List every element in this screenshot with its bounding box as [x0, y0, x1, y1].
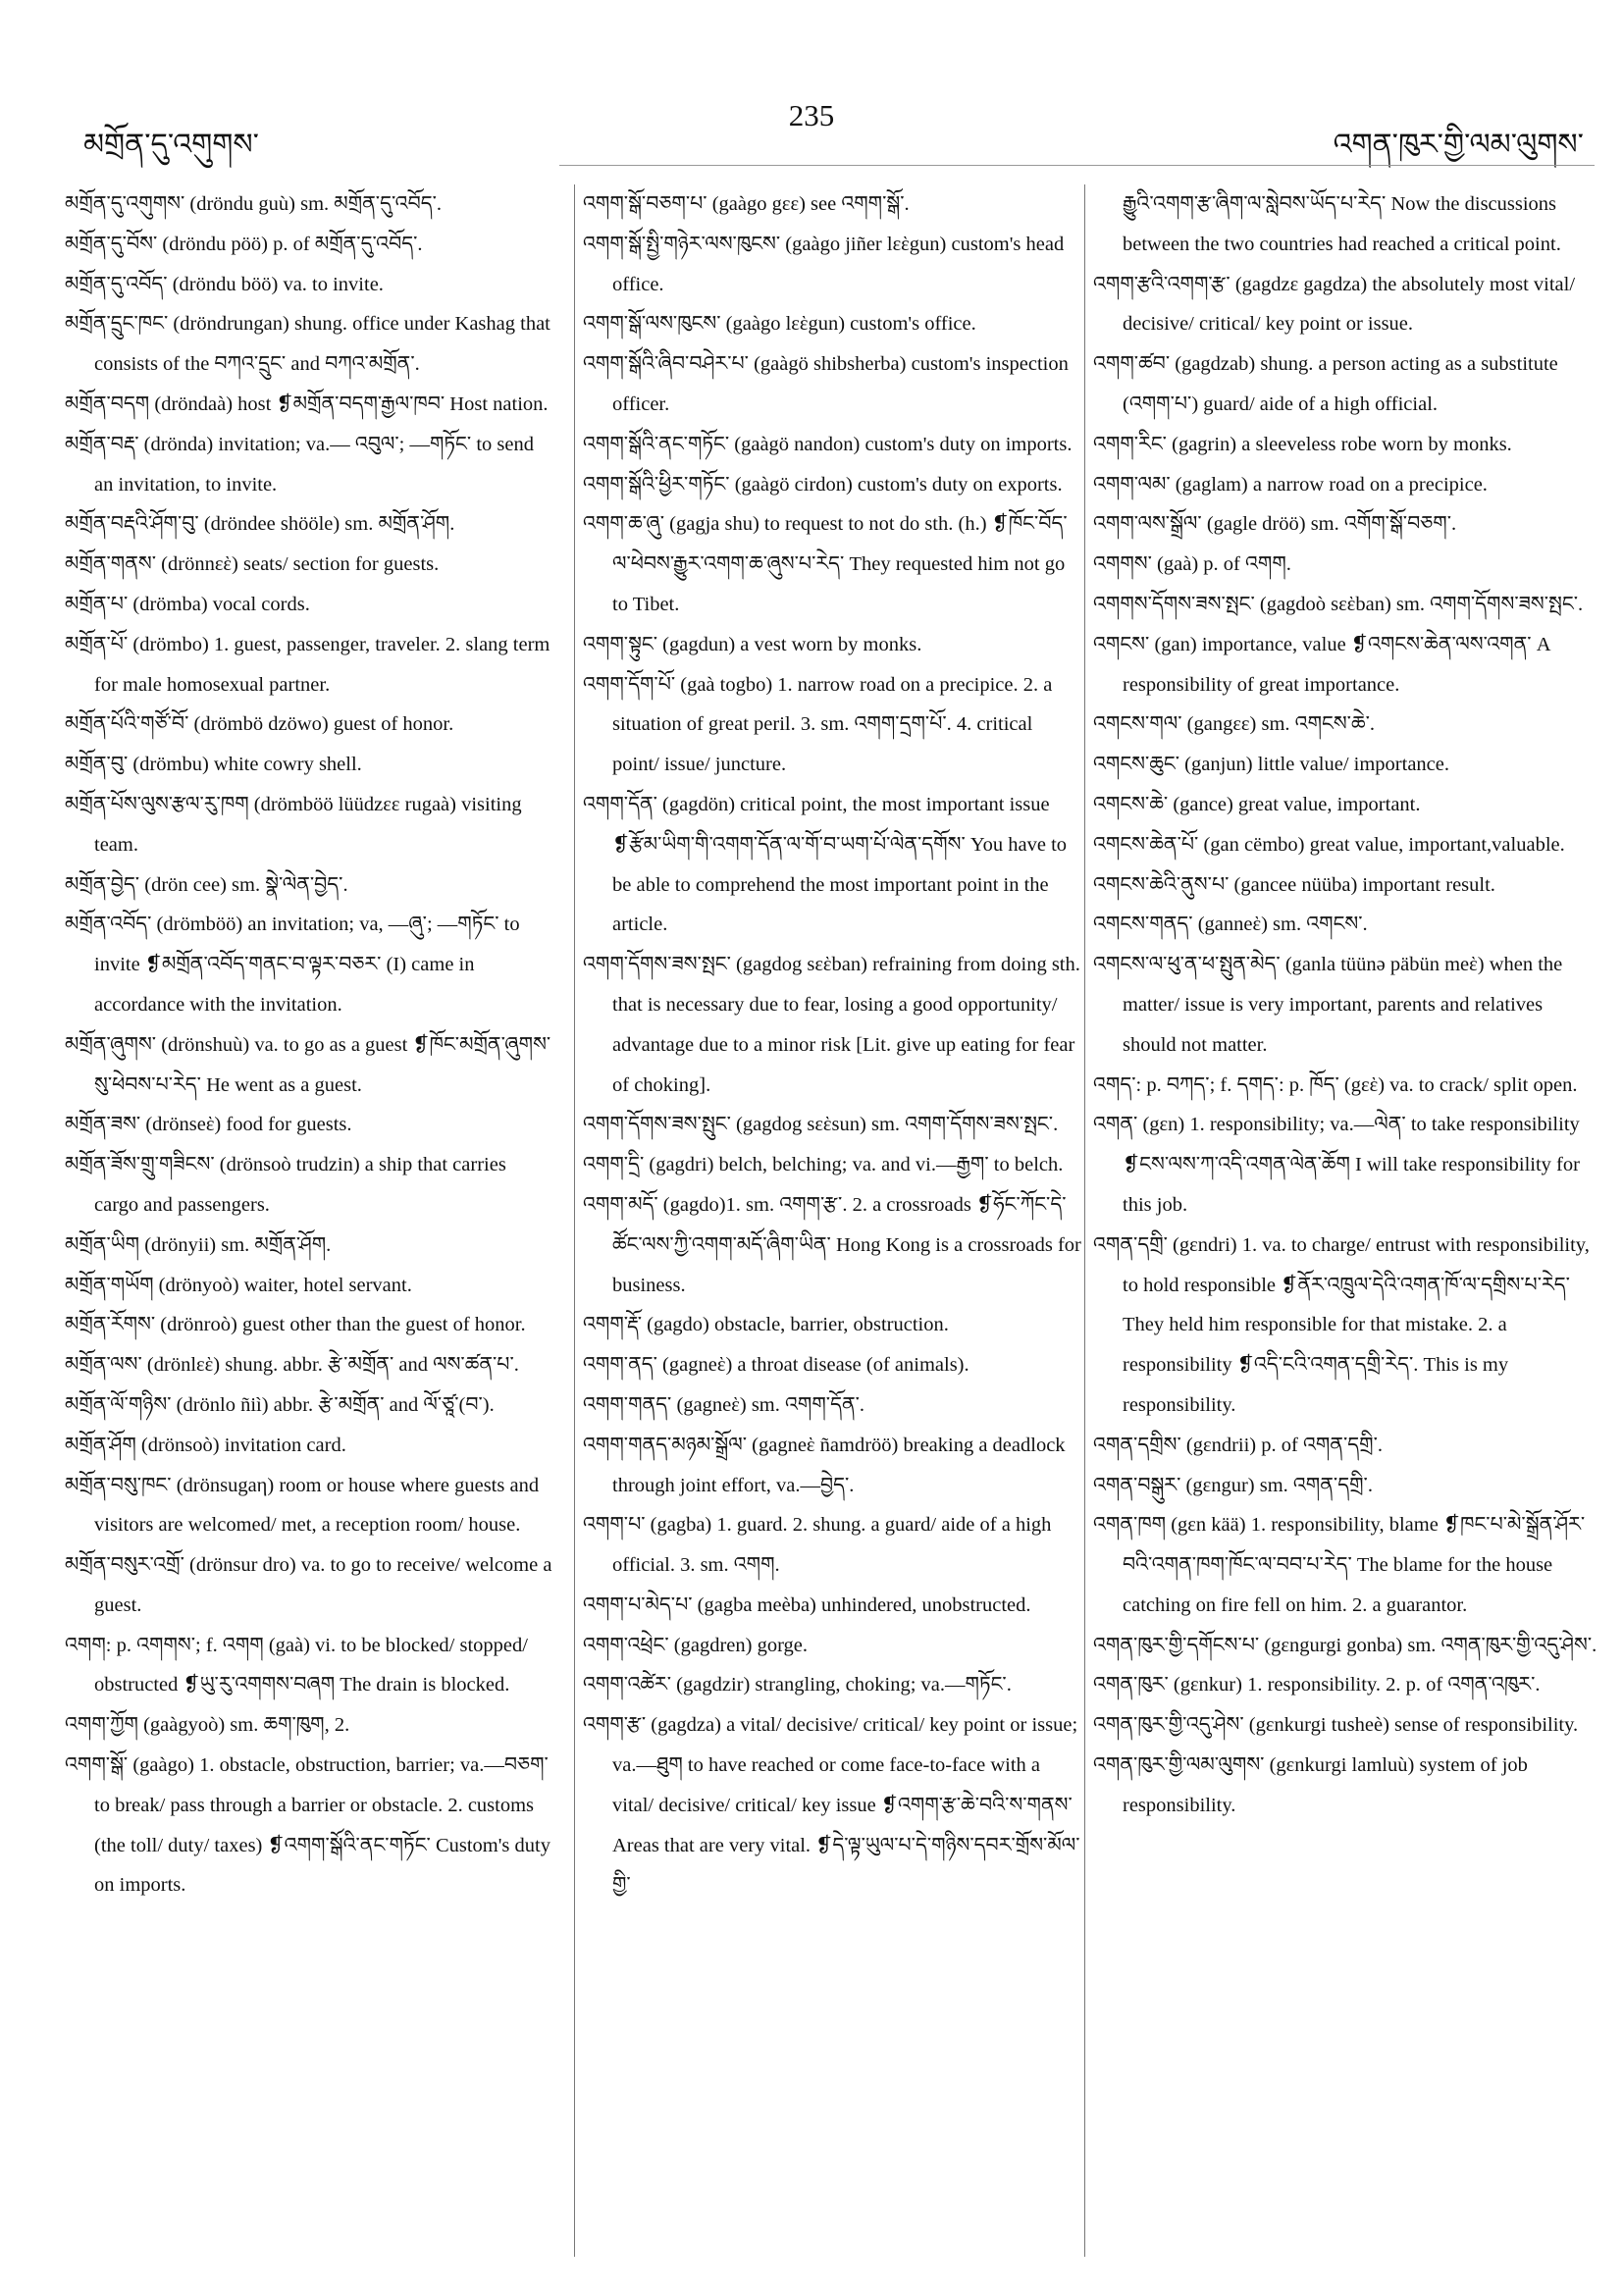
dictionary-entry: མགྲོན་གཡོག (drönyoò) waiter, hotel servant.: [65, 1274, 412, 1296]
dictionary-entry: མགྲོན་ཟོས་གྲུ་གཟིངས་ (drönsoò trudzin) a ship that carries cargo and passengers.: [65, 1154, 506, 1216]
dictionary-entry: མགྲོན་བརྡ་ (drönda) invitation; va.— འབུལ་; —གཏོང་ to send an invitation, to invite.: [65, 433, 534, 496]
dictionary-entry: འགངས་ཆེའི་ནུས་པ་ (gancee nüüba) important result.: [1093, 873, 1495, 896]
dictionary-entry: འགགས་དོགས་ཟས་སྤང་ (gagdoò sεὲban) sm. འགག་དོགས་ཟས་སྤང་.: [1093, 593, 1584, 615]
dictionary-entry: འགག་པ་མེད་པ་ (gagba meèba) unhindered, unobstructed.: [583, 1593, 1031, 1616]
dictionary-entry: མགྲོན་ཟས་ (drönseὲ) food for guests.: [65, 1114, 352, 1136]
column-3: [1084, 184, 1598, 2257]
header-rule: [559, 165, 1595, 166]
dictionary-entry: འགག་འཚེར་ (gagdzir) strangling, choking; va.—གཏོང་.: [583, 1674, 1012, 1696]
dictionary-entry: འགངས་ཆེན་པོ་ (gan cëmbo) great value, important,valuable.: [1093, 833, 1565, 856]
dictionary-entry: འགངས་ཆེ་ (gance) great value, important.: [1093, 793, 1421, 815]
dictionary-entry: རྒྱུའི་འགག་རྩ་ཞིག་ལ་སླེབས་ཡོད་པ་རེད་ Now the discussions between the two countries had reached a critical point.: [1123, 193, 1561, 255]
left-headword: མགྲོན་དུ་འགུགས་: [83, 128, 259, 162]
dictionary-entry: འགངས་ལ་ཕུ་ན་ཕ་སྤུན་མེད་ (ganla tüünə päbün meὲ) when the matter/ issue is very important, parents and relatives should not matter.: [1093, 954, 1563, 1056]
dictionary-entry: འགན་དགྲིས་ (gεndrii) p. of འགན་དགྲི་.: [1093, 1434, 1384, 1456]
dictionary-entry: འགག་དོགས་ཟས་སྤུང་ (gagdog sεὲsun) sm. འགག་དོགས་ཟས་སྤང་.: [583, 1114, 1059, 1136]
dictionary-entry: འགག་སྒོའི་ཕྱིར་གཏོང་ (gaàgö cirdon) custom's duty on exports.: [583, 473, 1063, 496]
dictionary-entry: འགག་སྒོ་ (gaàgo) 1. obstacle, obstruction, barrier; va.—བཅག་ to break/ pass through a barrier or obstacle. 2. customs (the toll/ duty/ taxes) ❡འགག་སྒོའི་ནང་གཏོང་ Custom's duty on imports.: [65, 1754, 550, 1897]
dictionary-entry: མགྲོན་པོ་ (drömbo) 1. guest, passenger, traveler. 2. slang term for male homosexual partner.: [65, 633, 550, 696]
dictionary-entry: འགངས་ཆུང་ (ganjun) little value/ importance.: [1093, 754, 1449, 776]
dictionary-entry: འགག་ནད་ (gagneὲ) a throat disease (of animals).: [583, 1354, 969, 1377]
dictionary-entry: མགྲོན་ཤོག (drönsoò) invitation card.: [65, 1434, 346, 1456]
dictionary-entry: འགག་དོག་པོ་ (gaà togbo) 1. narrow road on a precipice. 2. a situation of great peril. 3. sm. འགག་དྲག་པོ་. 4. critical point/ issue/ juncture.: [583, 673, 1053, 776]
dictionary-entry: མགྲོན་ལས་ (drönlεὲ) shung. abbr. རྩེ་མགྲོན་ and ལས་ཚན་པ་.: [65, 1354, 519, 1377]
dictionary-entry: མགྲོན་དུ་བོས་ (dröndu pöö) p. of མགྲོན་དུ་འབོད་.: [65, 233, 423, 255]
right-headword: འགན་ཁུར་གྱི་ལམ་ལུགས་: [1333, 128, 1584, 162]
dictionary-entry: མགྲོན་ལོ་གཉིས་ (drönlo ñiì) abbr. རྩེ་མགྲོན་ and ལོ་ཙཱ་(བ་).: [65, 1393, 495, 1416]
dictionary-entry: མགྲོན་འབོད་ (drömböö) an invitation; va, —ཞུ་; —གཏོང་ to invite ❡མགྲོན་འབོད་གནང་བ་ལྟར་བཅར་ (I) came in accordance with the invitation.: [65, 913, 520, 1016]
dictionary-entry: འགག་རྩ་ (gagdza) a vital/ decisive/ critical/ key point or issue; va.—ཐུག to have reached or come face-to-face with a vital/ decisive/ critical/ key issue ❡འགག་རྩ་ཆེ་བའི་ས་གནས་ Areas that are very vital. ❡དེ་ལྟ་ཡུལ་པ་དེ་གཉིས་དབར་གྲོས་མོལ་གྱི་: [583, 1714, 1080, 1897]
page-header: [0, 98, 1623, 162]
dictionary-entry: འགག་ལས་སྒྲོལ་ (gagle dröö) sm. འགོག་སྒོ་བཅག་.: [1093, 513, 1457, 536]
dictionary-entry: འགག་སྒོ་ལས་ཁུངས་ (gaàgo lεὲgun) custom's office.: [583, 313, 976, 336]
dictionary-entry: མགྲོན་བསུར་འགྲོ་ (drönsur dro) va. to go to receive/ welcome a guest.: [65, 1554, 552, 1616]
dictionary-entry: འགག་པ་ (gagba) 1. guard. 2. shung. a guard/ aide of a high official. 3. sm. འགག.: [583, 1514, 1052, 1577]
dictionary-entry: འགན་ (gεn) 1. responsibility; va.—ལེན་ to take responsibility ❡ངས་ལས་ཀ་འདི་འགན་ལེན་ཆོག I will take responsibility for this job.: [1093, 1114, 1580, 1216]
dictionary-entry: འགག་དོན་ (gagdön) critical point, the most important issue ❡རྩོམ་ཡིག་གི་འགག་དོན་ལ་གོ་བ་ཡག་པོ་ལེན་དགོས་ You have to be able to comprehend the most important point in the article.: [583, 793, 1068, 936]
dictionary-entry: འགག་ཚབ་ (gagdzab) shung. a person acting as a substitute (འགག་པ་) guard/ aide of a high official.: [1093, 353, 1558, 415]
dictionary-entry: མགྲོན་ཡིག (drönyii) sm. མགྲོན་ཤོག.: [65, 1233, 332, 1256]
dictionary-entry: འགག་ལམ་ (gaglam) a narrow road on a precipice.: [1093, 473, 1488, 496]
dictionary-entry: འགག་སྟུང་ (gagdun) a vest worn by monks.: [583, 633, 922, 655]
dictionary-entry: འགག་སྒོ་སྤྱི་གཉེར་ལས་ཁུངས་ (gaàgo jiñer lεὲgun) custom's head office.: [583, 233, 1065, 295]
dictionary-entry: མགྲོན་པོས་ལུས་རྩལ་རུ་ཁག (drömböö lüüdzεε rugaà) visiting team.: [65, 793, 522, 856]
dictionary-entry: འགད་: p. བཀད་; f. དགད་: p. ཁོད་ (gεὲ) va. to crack/ split open.: [1093, 1073, 1578, 1096]
dictionary-entry: འགག་ཆ་ཞུ་ (gagja shu) to request to not do sth. (h.) ❡ཁོང་བོད་ལ་ཕེབས་རྒྱུར་འགག་ཆ་ཞུས་པ་རེད་ They requested him not go to Tibet.: [583, 513, 1068, 615]
dictionary-entry: མགྲོན་དྲུང་ཁང་ (dröndrungan) shung. office under Kashag that consists of the བཀའ་དྲུང་ and བཀའ་མགྲོན་.: [65, 313, 550, 376]
dictionary-entry: མགྲོན་པོའི་གཙོ་བོ་ (drömbö dzöwo) guest of honor.: [65, 713, 454, 736]
dictionary-entry: འགངས་ (gan) importance, value ❡འགངས་ཆེན་ལས་འགན་ A responsibility of great importance.: [1093, 633, 1550, 696]
dictionary-entry: མགྲོན་བྱེད་ (drön cee) sm. སྣེ་ལེན་བྱེད་.: [65, 873, 348, 896]
dictionary-entry: འགན་དགྲི་ (gεndri) 1. va. to charge/ entrust with responsibility, to hold responsible ❡ནོར་འཁྲུལ་དེའི་འགན་ཁོ་ལ་དགྲིས་པ་རེད་ They held him responsible for that mistake. 2. a responsibility ❡འདི་ངའི་འགན་དགྲི་རེད་. This is my responsibility.: [1093, 1233, 1590, 1416]
dictionary-entry: འགངས་གལ་ (gangεε) sm. འགངས་ཆེ་.: [1093, 713, 1376, 736]
dictionary-entry: འགན་ཁུར་གྱི་འདུ་ཤེས་ (gεnkurgi tusheè) sense of responsibility.: [1093, 1714, 1579, 1737]
dictionary-entry: འགག་འཕྲེང་ (gagdren) gorge.: [583, 1634, 809, 1656]
dictionary-entry: འགན་ཁག (gεn kää) 1. responsibility, blame ❡ཁང་པ་མེ་སྒྲོན་ཤོར་བའི་འགན་ཁག་ཁོང་ལ་བབ་པ་རེད་ The blame for the house catching on fire fell on him. 2. a guarantor.: [1093, 1514, 1586, 1616]
dictionary-entry: འགག་མདོ་ (gagdo)1. sm. འགག་རྩ་. 2. a crossroads ❡ཧོང་ཀོང་དེ་ཚོང་ལས་ཀྱི་འགག་མདོ་ཞིག་ཡིན་ Hong Kong is a crossroads for business.: [583, 1193, 1081, 1296]
dictionary-entry: འགན་བསྒུར་ (gεngur) sm. འགན་དགྲི་.: [1093, 1474, 1373, 1496]
dictionary-entry: འགག་ཀྱོག (gaàgyoò) sm. ཆག་ཁུག, 2.: [65, 1714, 350, 1737]
dictionary-entry: མགྲོན་བརྡའི་ཤོག་བུ་ (dröndee shööle) sm. མགྲོན་ཤོག.: [65, 513, 455, 536]
dictionary-entry: འགག་རྩའི་འགག་རྩ་ (gagdzε gagdza) the absolutely most vital/ decisive/ critical/ key point or issue.: [1093, 273, 1576, 336]
dictionary-entry: འགག: p. འགགས་; f. འགག (gaà) vi. to be blocked/ stopped/ obstructed ❡ཡུ་རུ་འགགས་བཞག The drain is blocked.: [65, 1634, 528, 1696]
dictionary-entry: འགག་རིང་ (gagrin) a sleeveless robe worn by monks.: [1093, 433, 1512, 455]
dictionary-entry: མགྲོན་དུ་འགུགས་ (dröndu guù) sm. མགྲོན་དུ་འབོད་.: [65, 193, 443, 215]
dictionary-entry: འགག་གནད་ (gagneὲ) sm. འགག་དོན་.: [583, 1393, 865, 1416]
dictionary-entry: མགྲོན་བུ་ (drömbu) white cowry shell.: [65, 754, 362, 776]
dictionary-entry: མགྲོན་རོགས་ (drönroò) guest other than the guest of honor.: [65, 1314, 526, 1336]
dictionary-entry: འགག་སྒོ་བཅག་པ་ (gaàgo gεε) see འགག་སྒོ་.: [583, 193, 910, 215]
dictionary-entry: འགགས་ (gaà) p. of འགག.: [1093, 553, 1291, 576]
dictionary-entry: མགྲོན་དུ་འབོད་ (dröndu böö) va. to invite.: [65, 273, 384, 295]
dictionary-entry: འགན་ཁུར་གྱི་དགོངས་པ་ (gεngurgi gonba) sm. འགན་ཁུར་གྱི་འདུ་ཤེས་.: [1093, 1634, 1597, 1656]
dictionary-entry: འགག་སྒོའི་ཞིབ་བཤེར་པ་ (gaàgö shibsherba) custom's inspection officer.: [583, 353, 1069, 415]
dictionary-entry: འགག་སྒོའི་ནང་གཏོང་ (gaàgö nandon) custom's duty on imports.: [583, 433, 1073, 455]
column-2: [574, 184, 1083, 2257]
dictionary-entry: མགྲོན་བསུ་ཁང་ (drönsugaη) room or house where guests and visitors are welcomed/ met, a reception room/ house.: [65, 1474, 540, 1537]
dictionary-entry: འགག་དོགས་ཟས་སྤང་ (gagdog sεὲban) refraining from doing sth. that is necessary due to fear, losing a good opportunity/ advantage due to a minor risk [Lit. give up eating for fear of choking].: [583, 954, 1080, 1096]
dictionary-entry: མགྲོན་གནས་ (drönnεὲ) seats/ section for guests.: [65, 553, 440, 576]
dictionary-entry: འགངས་གནད་ (ganneὲ) sm. འགངས་.: [1093, 913, 1368, 936]
page-number: 235: [788, 98, 835, 132]
dictionary-entry: འགན་ཁུར་ (gεnkur) 1. responsibility. 2. p. of འགན་འཁུར་.: [1093, 1674, 1541, 1696]
column-1: [65, 184, 555, 2257]
dictionary-entry: མགྲོན་ཞུགས་ (drönshuù) va. to go as a guest ❡ཁོང་མགྲོན་ཞུགས་སུ་ཕེབས་པ་རེད་ He went as a guest.: [65, 1033, 551, 1096]
dictionary-entry: འགག་རྡོ་ (gagdo) obstacle, barrier, obstruction.: [583, 1314, 949, 1336]
dictionary-entry: མགྲོན་བདག (dröndaà) host ❡མགྲོན་བདག་རྒྱལ་ཁབ་ Host nation.: [65, 392, 549, 415]
dictionary-entry: འགག་དྲི་ (gagdri) belch, belching; va. and vi.—རྒྱག་ to belch.: [583, 1154, 1064, 1176]
dictionary-entry: མགྲོན་པ་ (drömba) vocal cords.: [65, 593, 310, 615]
dictionary-entry: འགག་གནད་མཉམ་སྒྲོལ་ (gagneὲ ñamdröö) breaking a deadlock through joint effort, va.—བྱེད་.: [583, 1434, 1066, 1496]
dictionary-entry: འགན་ཁུར་གྱི་ལམ་ལུགས་ (gεnkurgi lamluù) system of job responsibility.: [1093, 1754, 1528, 1816]
